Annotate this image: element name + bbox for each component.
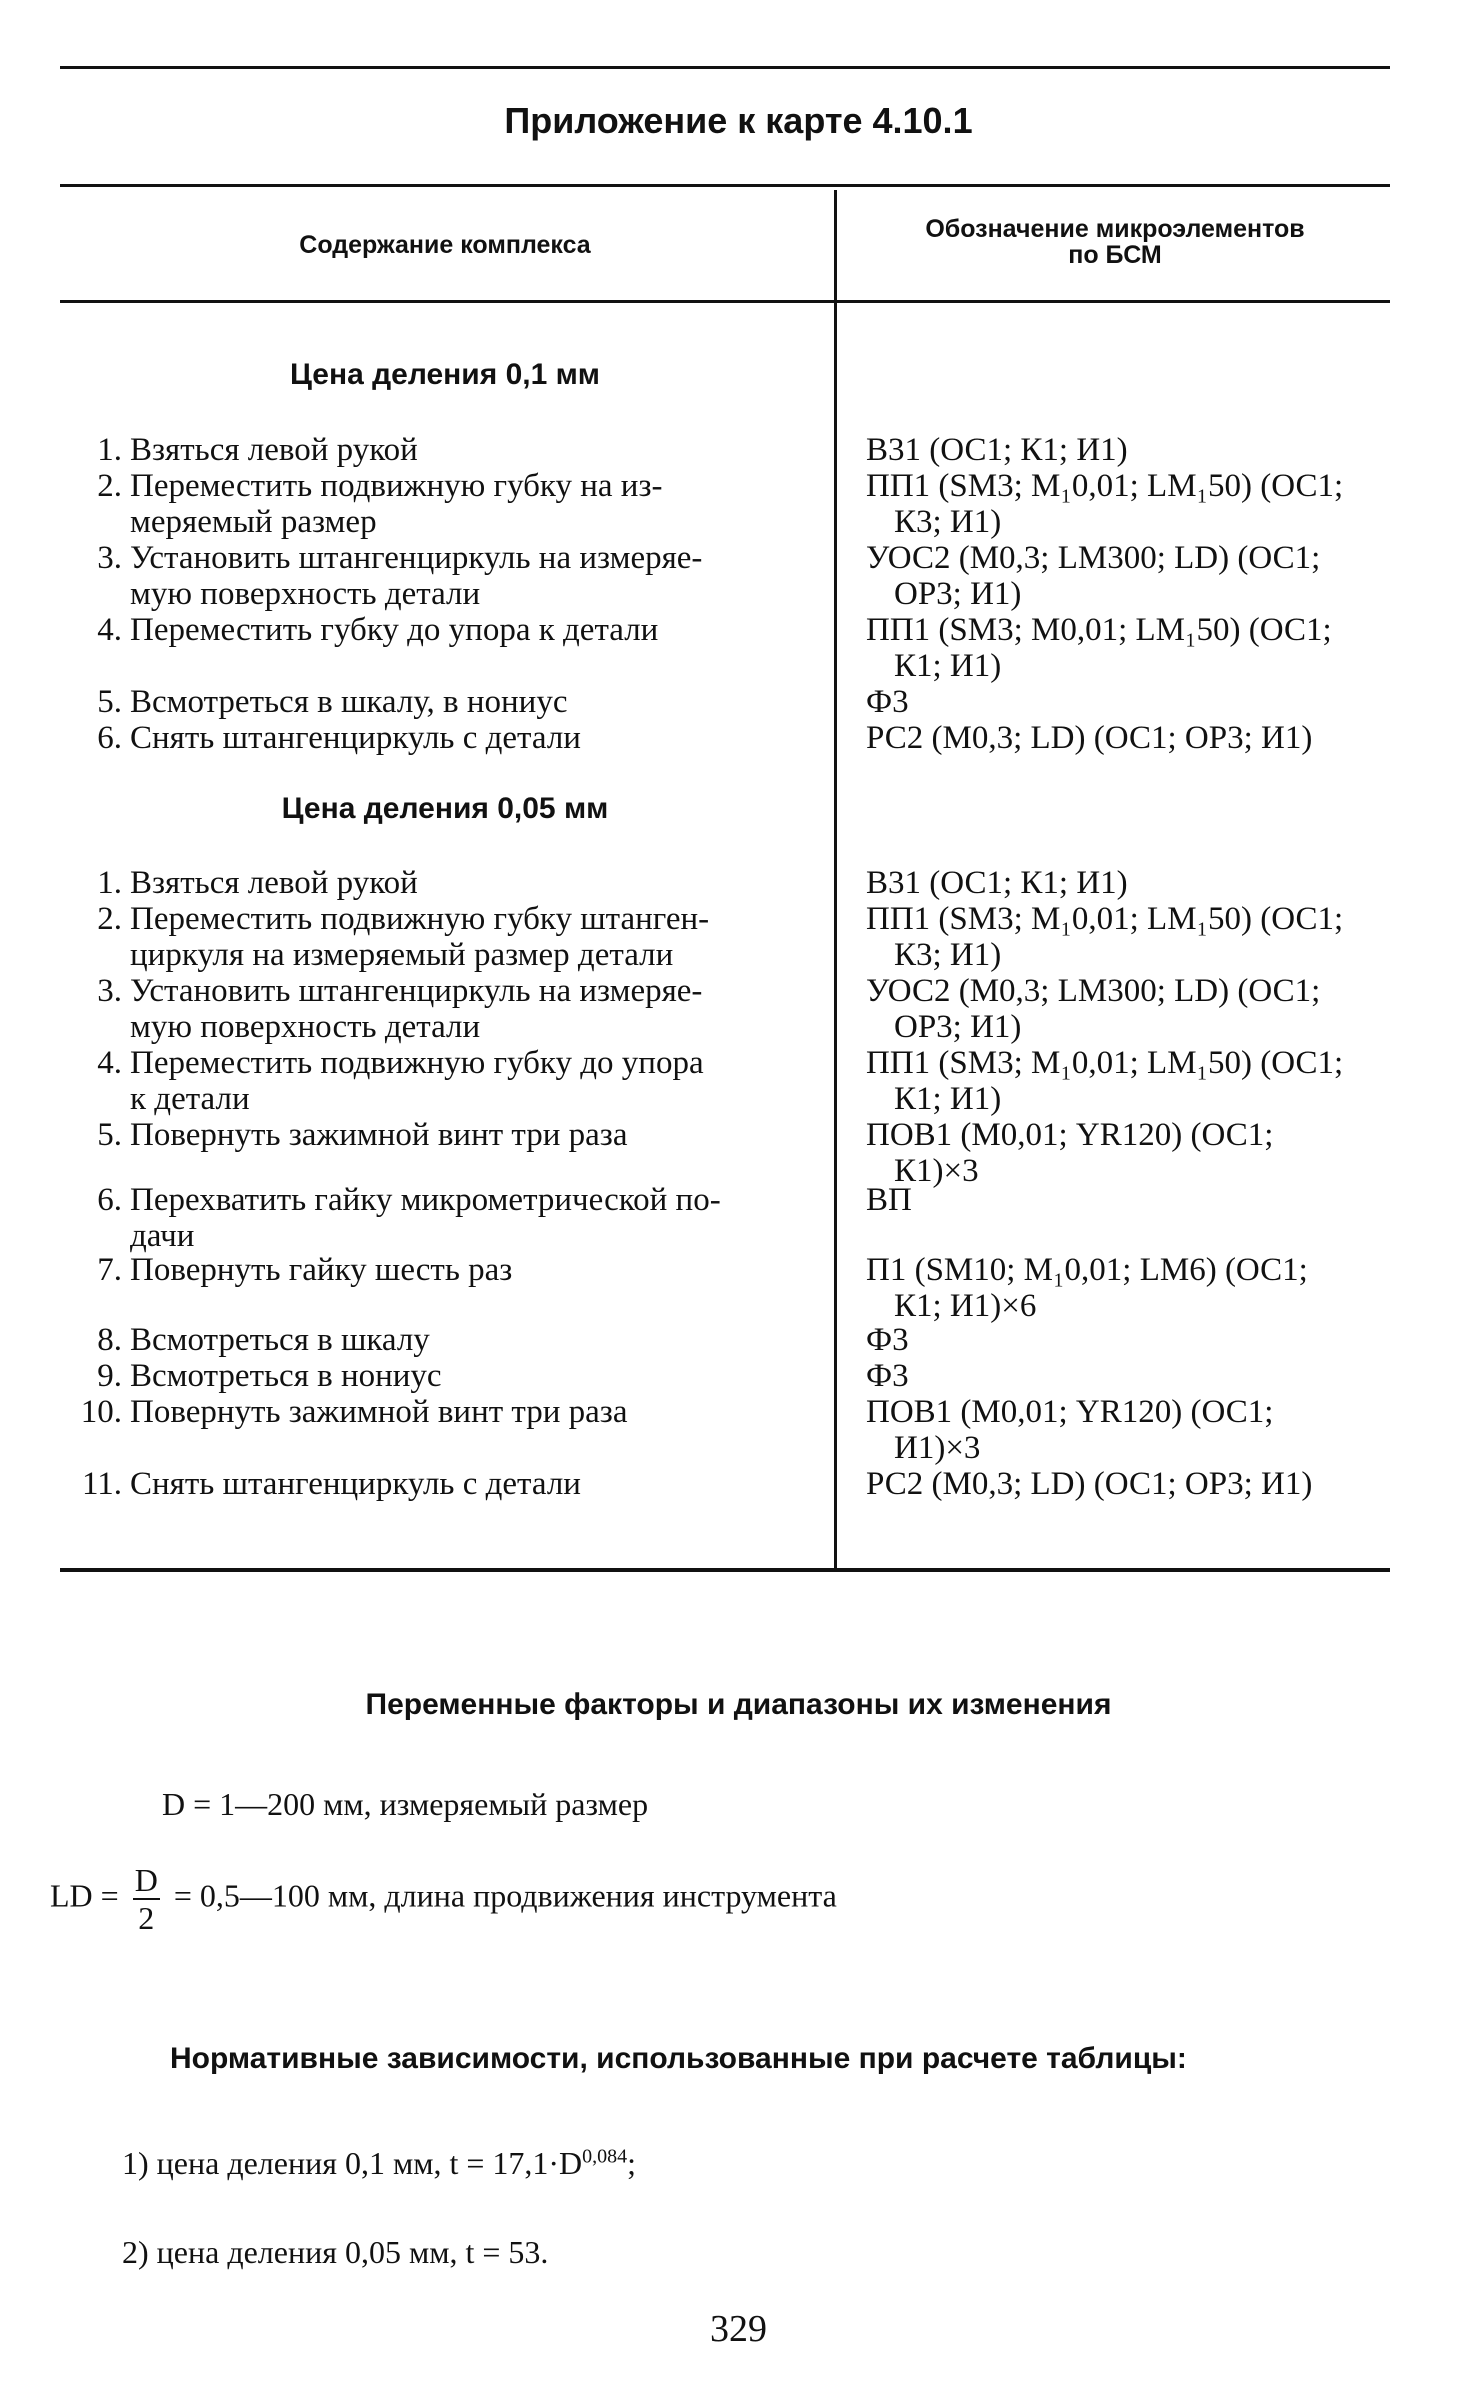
- row-code: [866, 1394, 1391, 1466]
- row-content: [130, 1394, 875, 1430]
- content-line: Переместить подвижную губку до упора: [130, 1045, 704, 1081]
- row-content: [130, 1358, 875, 1394]
- row-number: 5.: [97, 684, 122, 720]
- row-number: 3.: [97, 973, 122, 1009]
- d-definition: D = 1—200 мм, измеряемый размер: [162, 1786, 649, 1822]
- page-title: Приложение к карте 4.10.1: [504, 100, 973, 141]
- row-content: [130, 1466, 875, 1502]
- row-content: [130, 1182, 875, 1254]
- page-number: 329: [710, 2308, 767, 2350]
- row-content: [130, 612, 875, 648]
- content-line: Повернуть гайку шесть раз: [130, 1252, 513, 1288]
- row-number: 11.: [81, 1466, 122, 1502]
- content-line: Повернуть зажимной винт три раза: [130, 1117, 628, 1153]
- exponent: 0,084: [582, 2145, 628, 2168]
- code-line: К3; И1): [894, 937, 1002, 973]
- normative-item-1: 1) цена деления 0,1 мм, $t = 17,1\cdot D^{0,084}$;: [122, 2145, 637, 2181]
- row-content: [130, 973, 875, 1045]
- row-number: 5.: [97, 1117, 122, 1153]
- content-line: Установить штангенциркуль на измеряе-: [130, 540, 703, 576]
- content-line: Взяться левой рукой: [130, 865, 418, 901]
- column-header-content: Содержание комплекса: [299, 231, 591, 259]
- content-line: мую поверхность детали: [130, 576, 481, 612]
- content-line: Повернуть зажимной винт три раза: [130, 1394, 628, 1430]
- row-code: [866, 901, 1391, 973]
- row-number: 10.: [80, 1394, 122, 1430]
- row-content: [130, 1045, 875, 1117]
- content-line: Всмотреться в нониус: [130, 1358, 442, 1394]
- row-number: 8.: [97, 1322, 122, 1358]
- content-line: циркуля на измеряемый размер детали: [130, 937, 674, 973]
- row-content: [130, 468, 875, 540]
- ld-fraction: [133, 1862, 160, 1936]
- content-line: Взяться левой рукой: [130, 432, 418, 468]
- top-rule: [60, 66, 1390, 69]
- section-heading: Цена деления 0,1 мм: [289, 358, 600, 391]
- content-line: Снять штангенциркуль с детали: [130, 1466, 581, 1502]
- code-line: ВП: [866, 1182, 912, 1218]
- row-code: [866, 684, 1391, 720]
- content-line: Снять штангенциркуль с детали: [130, 720, 581, 756]
- section-heading: Цена деления 0,05 мм: [281, 792, 609, 825]
- row-number: 4.: [97, 612, 122, 648]
- code-line: УОС2 (М0,3; LM300; LD) (ОС1;: [866, 973, 1321, 1009]
- row-content: [130, 540, 875, 612]
- row-code: [866, 1182, 1391, 1218]
- ld-denominator: 2: [138, 1900, 155, 1936]
- row-number: 1.: [97, 432, 122, 468]
- content-line: Переместить подвижную губку штанген-: [130, 901, 710, 937]
- header-bottom-rule: [60, 300, 1390, 303]
- row-code: [866, 1466, 1391, 1502]
- code-line: Ф3: [866, 1358, 909, 1394]
- row-code: [866, 1045, 1391, 1117]
- content-line: Переместить подвижную губку на из-: [130, 468, 663, 504]
- row-code: [866, 1322, 1391, 1358]
- code-line: К1; И1): [894, 648, 1002, 684]
- code-line: ОР3; И1): [894, 576, 1022, 612]
- row-code: [866, 1117, 1391, 1189]
- code-line: П1 (SM10; M₁0,01; LM6) (ОС1;: [866, 1252, 1308, 1288]
- row-number: 3.: [97, 540, 122, 576]
- ld-definition: [50, 1862, 837, 1936]
- row-code: [866, 468, 1391, 540]
- row-content: [130, 865, 875, 901]
- row-code: [866, 540, 1391, 612]
- row-content: [130, 720, 875, 756]
- table-bottom-rule: [60, 1568, 1390, 1572]
- code-line: Ф3: [866, 1322, 909, 1358]
- content-line: Переместить губку до упора к детали: [130, 612, 659, 648]
- content-line: меряемый размер: [130, 504, 377, 540]
- content-line: дачи: [130, 1218, 195, 1254]
- code-line: В31 (ОС1; К1; И1): [866, 432, 1128, 468]
- code-line: ПОВ1 (М0,01; YR120) (ОС1;: [866, 1117, 1274, 1153]
- row-code: [866, 612, 1391, 684]
- row-content: [130, 684, 875, 720]
- row-content: [130, 1252, 875, 1288]
- row-number: 6.: [97, 1182, 122, 1218]
- code-line: ПП1 (SM3; M₁0,01; LM₁50) (ОС1;: [866, 901, 1344, 937]
- content-line: мую поверхность детали: [130, 1009, 481, 1045]
- normative-heading: Нормативные зависимости, использованные при расчете таблицы:: [170, 2042, 1187, 2075]
- row-code: [866, 865, 1391, 901]
- code-line: К1; И1): [894, 1081, 1002, 1117]
- code-line: Ф3: [866, 684, 909, 720]
- table-top-rule: [60, 184, 1390, 187]
- code-line: В31 (ОС1; К1; И1): [866, 865, 1128, 901]
- content-line: Установить штангенциркуль на измеряе-: [130, 973, 703, 1009]
- code-line: ПП1 (SM3; M0,01; LM₁50) (ОС1;: [866, 612, 1332, 648]
- ld-rhs: = 0,5—100 мм, длина продвижения инструмента: [173, 1877, 837, 1914]
- ld-lhs: LD =: [50, 1877, 119, 1914]
- code-line: ПП1 (SM3; M₁0,01; LM₁50) (ОС1;: [866, 1045, 1344, 1081]
- content-line: Перехватить гайку микрометрической по-: [130, 1182, 721, 1218]
- row-content: [130, 1117, 875, 1153]
- row-code: [866, 973, 1391, 1045]
- code-line: РС2 (М0,3; LD) (ОС1; ОР3; И1): [866, 1466, 1313, 1502]
- ld-numerator: D: [134, 1862, 158, 1898]
- code-line: К1; И1)×6: [894, 1288, 1037, 1324]
- row-number: 4.: [97, 1045, 122, 1081]
- content-line: к детали: [130, 1081, 250, 1117]
- row-code: [866, 1252, 1391, 1324]
- code-line: РС2 (М0,3; LD) (ОС1; ОР3; И1): [866, 720, 1313, 756]
- column-header-codes: Обозначение микроэлементов по БСМ: [925, 215, 1305, 269]
- normative-item-2: 2) цена деления 0,05 мм, t = 53.: [122, 2234, 549, 2270]
- row-number: 9.: [97, 1358, 122, 1394]
- row-content: [130, 1322, 875, 1358]
- row-number: 1.: [97, 865, 122, 901]
- code-line: ПОВ1 (М0,01; YR120) (ОС1;: [866, 1394, 1274, 1430]
- row-content: [130, 901, 875, 973]
- row-code: [866, 1358, 1391, 1394]
- row-number: 2.: [97, 901, 122, 937]
- code-line: ОР3; И1): [894, 1009, 1022, 1045]
- row-code: [866, 432, 1391, 468]
- row-number: 7.: [97, 1252, 122, 1288]
- content-line: Всмотреться в шкалу: [130, 1322, 430, 1358]
- row-number: 2.: [97, 468, 122, 504]
- content-line: Всмотреться в шкалу, в нониус: [130, 684, 568, 720]
- code-line: К3; И1): [894, 504, 1002, 540]
- code-line: ПП1 (SM3; M₁0,01; LM₁50) (ОС1;: [866, 468, 1344, 504]
- row-content: [130, 432, 875, 468]
- row-number: 6.: [97, 720, 122, 756]
- code-line: И1)×3: [894, 1430, 981, 1466]
- code-line: К1)×3: [894, 1153, 979, 1189]
- code-line: УОС2 (М0,3; LM300; LD) (ОС1;: [866, 540, 1321, 576]
- row-code: [866, 720, 1391, 756]
- variables-heading: Переменные факторы и диапазоны их изменения: [365, 1688, 1112, 1721]
